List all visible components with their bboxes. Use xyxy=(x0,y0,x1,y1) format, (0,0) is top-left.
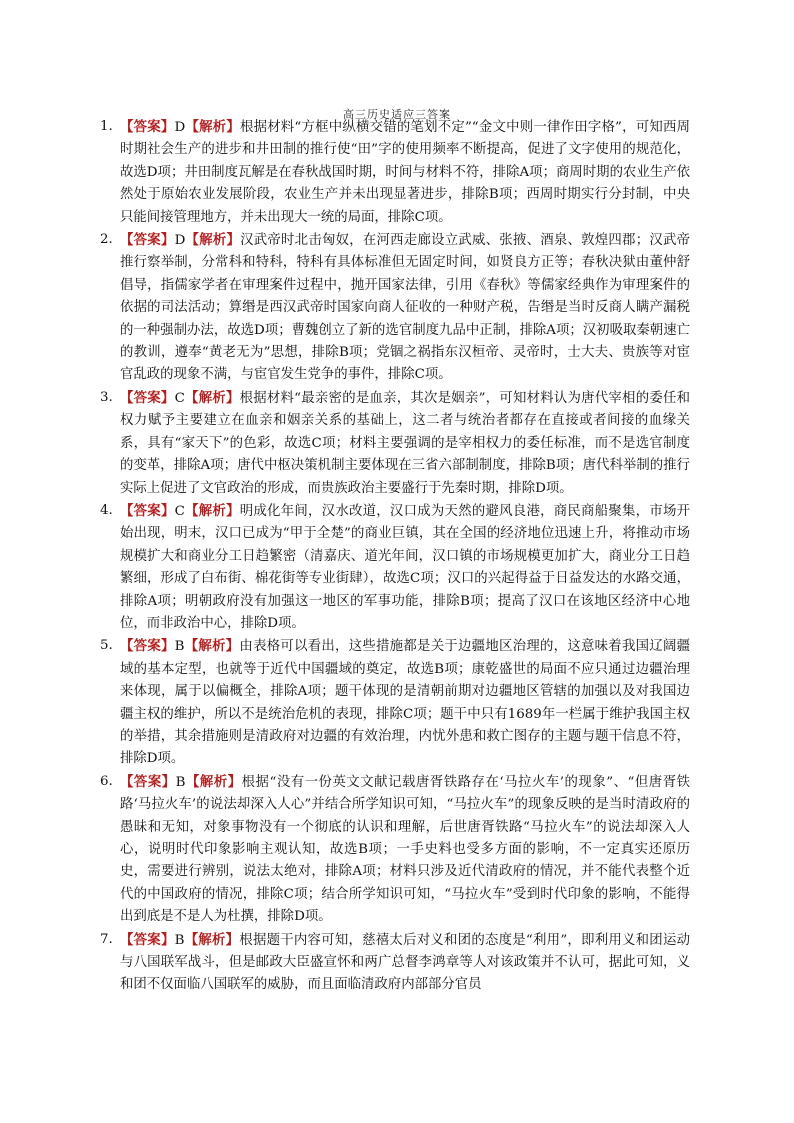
analysis-tag: 【解析】 xyxy=(184,502,240,519)
item-number: 5. xyxy=(100,638,113,654)
answer-choice: B xyxy=(175,774,186,790)
answer-tag: 【答案】 xyxy=(120,773,176,790)
answer-item-2 xyxy=(100,229,691,387)
analysis-tag: 【解析】 xyxy=(185,773,242,790)
analysis-tag: 【解析】 xyxy=(185,119,240,135)
analysis-text: 由表格可以看出，这些措施都是关于边疆地区治理的，这意味着我国辽阔疆域的基本定型，也就等于近代中国疆域的奠定，故选B项；康乾盛世的局面不应只通过边疆治理来体现，属于以偏概全，排除A项；题干体现的是清朝前期对边疆地区管辖的加强以及对我国边疆主权的维护，所以不是统治危机的表现，排除C项；题干中只有1689年一栏属于维护我国主权的举措，其余措施则是清政府对边疆的有效治理，内忧外患和救亡图存的主题与题干信息不符，排除D项。 xyxy=(120,639,691,767)
answer-item-3 xyxy=(100,387,691,500)
answer-item-5 xyxy=(100,635,691,770)
analysis-text: 根据材料“最亲密的是血亲，其次是姻亲”，可知材料认为唐代宰相的委任和权力赋予主要建立在血亲和姻亲关系的基础上，这二者与统治者都存在直接或者间接的血缘关系，具有“家天下”的色彩，故选C项；材料主要强调的是宰相权力的委任标准，而不是选官制度的变革，排除A项；唐代中枢决策机制主要体现在三省六部制制度，排除B项；唐代科举制的推行实际上促进了文官政治的形成，而贵族政治主要盛行于先秦时期，排除D项。 xyxy=(120,390,691,496)
item-number: 3. xyxy=(100,389,113,405)
answer-item-4 xyxy=(100,500,691,635)
answer-item-1 xyxy=(100,116,691,229)
analysis-tag: 【解析】 xyxy=(184,638,240,655)
answer-list xyxy=(100,116,691,997)
answer-item-7 xyxy=(100,929,690,997)
answer-tag: 【答案】 xyxy=(120,931,175,948)
page-title: 高三历史适应三答案 xyxy=(343,108,451,121)
item-number: 4. xyxy=(100,502,113,518)
answer-tag: 【答案】 xyxy=(120,232,175,249)
analysis-tag: 【解析】 xyxy=(184,389,240,406)
analysis-tag: 【解析】 xyxy=(184,931,240,948)
item-number: 6. xyxy=(100,773,113,789)
answer-choice: C xyxy=(174,390,185,406)
analysis-text: 根据“没有一份英文文献记载唐胥铁路存在‘马拉火车’的现象”、“但唐胥铁路‘马拉火车’的说法却深入人心”并结合所学知识可知，“马拉火车”的现象反映的是当时清政府的愚昧和无知，对象事物没有一个彻底的认识和理解，后世唐胥铁路“马拉火车”的说法却深入人心，说明时代印象影响主观认知，故选B项；一手史料也受多方面的影响，不一定真实还原历史，需要进行辨别，说法太绝对，排除A项；材料只涉及近代清政府的情况，并不能代表整个近代的中国政府的情况，排除C项；结合所学知识可知，“马拉火车”受到时代印象的影响，不能得出到底是不是人为杜撰，排除D项。 xyxy=(120,774,691,925)
answer-tag: 【答案】 xyxy=(120,389,175,406)
analysis-text: 明成化年间，汉水改道，汉口成为天然的避风良港，商民商船聚集，市场开始出现，明末，汉口已成为“甲于全楚”的商业巨镇，其在全国的经济地位迅速上升，将推动市场规模扩大和商业分工日趋繁密（清嘉庆、道光年间，汉口镇的市场规模更加扩大，商业分工日趋繁细，形成了白布街、棉花街等专业街肆），故选C项；汉口的兴起得益于日益发达的水路交通，排除A项；明朝政府没有加强这一地区的军事功能，排除B项；提高了汉口在该地区经济中心地位，而非政治中心，排除D项。 xyxy=(120,503,691,631)
answer-tag: 【答案】 xyxy=(120,119,175,135)
analysis-text: 根据题干内容可知，慈禧太后对义和团的态度是“利用”，即利用义和团运动与八国联军战斗，但是邮政大臣盛宣怀和两广总督李鸿章等人对该政策并不认可，据此可知，义和团不仅面临八国联军的威胁，而且面临清政府内部部分官员 xyxy=(120,932,690,993)
analysis-tag: 【解析】 xyxy=(185,232,241,249)
analysis-text: 汉武帝时北击匈奴，在河西走廊设立武威、张掖、酒泉、敦煌四郡；汉武帝推行察举制，分常科和特科，特科有具体标准但无固定时间，如贤良方正等；春秋决狱由董仲舒倡导，指儒家学者在审理案件过程中，抛开国家法律，引用《春秋》等儒家经典作为审理案件的依据的司法活动；算缗是西汉武帝时国家向商人征收的一种财产税，告缗是当时反商人瞒产漏税的一种强制办法，故选D项；曹魏创立了新的选官制度九品中正制，排除A项；汉初吸取秦朝速亡的教训，遵奉“黄老无为”思想，排除B项；党锢之祸指东汉桓帝、灵帝时，士大夫、贵族等对宦官乱政的现象不满，与宦官发生党争的事件，排除C项。 xyxy=(120,233,691,383)
item-number: 2. xyxy=(100,232,113,248)
answer-tag: 【答案】 xyxy=(120,502,175,519)
answer-choice: B xyxy=(174,639,185,655)
answer-choice: D xyxy=(174,120,186,135)
answer-item-6 xyxy=(100,771,691,929)
item-number: 7. xyxy=(100,931,113,947)
answer-tag: 【答案】 xyxy=(120,638,175,655)
answer-choice: D xyxy=(174,233,186,249)
answer-choice: B xyxy=(174,932,185,948)
analysis-text: 根据材料“方框中纵横交错的笔划不定”“金文中则一律作田字格”，可知西周时期社会生产的进步和井田制的推行使“田”字的使用频率不断提高，促进了文字使用的规范化，故选D项；井田制度瓦解是在春秋战国时期，时间与材料不符，排除A项；商周时期的农业生产依然处于原始农业发展阶段，农业生产并未出现显著进步，排除B项；西周时期实行分封制，中央只能间接管理地方，并未出现大一统的局面，排除C项。 xyxy=(120,120,691,225)
answer-choice: C xyxy=(174,503,185,519)
item-number: 1. xyxy=(100,119,113,134)
